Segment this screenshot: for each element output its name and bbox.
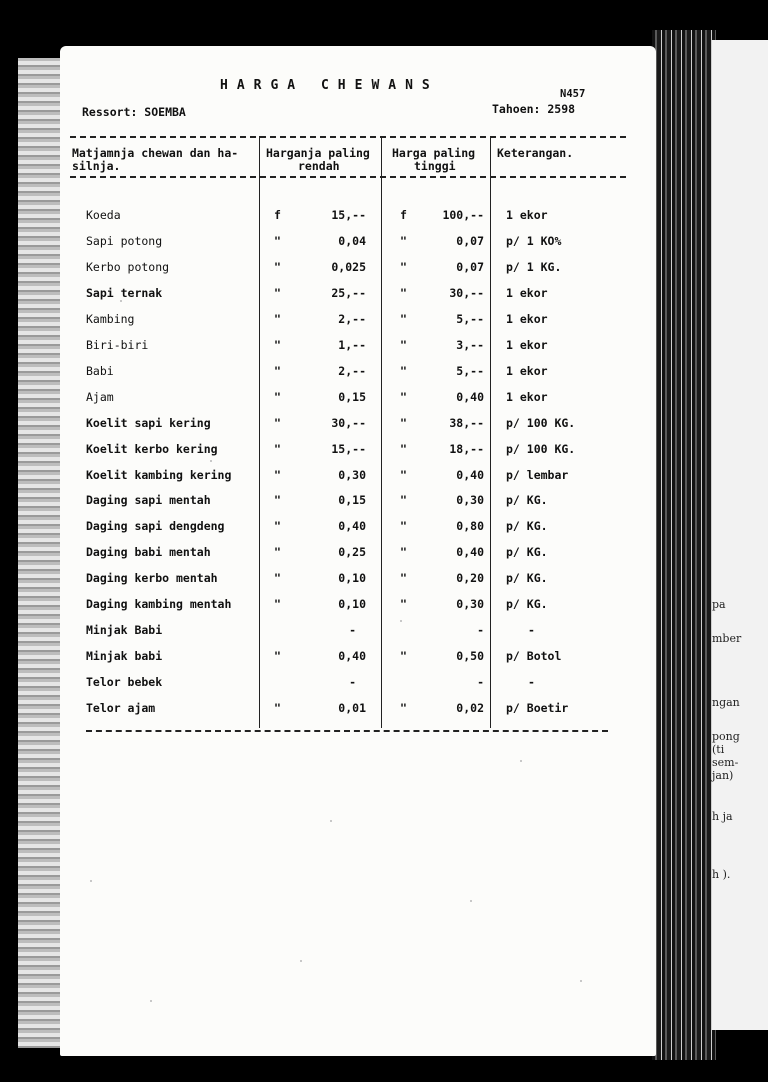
ditto-mark: " (274, 234, 281, 248)
row-high-price: - (477, 623, 484, 637)
facing-text: h ). (712, 868, 731, 881)
year-label: Tahoen: 2598 (492, 102, 576, 116)
row-high-price: 0,80 (456, 519, 484, 533)
row-note: 1 ekor (506, 364, 548, 378)
row-high-price: 0,30 (456, 493, 484, 507)
row-low-price: 0,10 (338, 597, 366, 611)
ditto-mark: " (274, 390, 281, 404)
row-note: p/ KG. (506, 545, 548, 559)
table-top-rule (70, 136, 626, 138)
row-item-label: Kambing (86, 312, 135, 326)
row-item-label: Daging babi mentah (86, 545, 211, 559)
row-item-label: Telor ajam (86, 701, 156, 715)
facing-text: pong (712, 730, 740, 743)
row-low-price: 1,-- (338, 338, 366, 352)
row-high-price: 0,50 (456, 649, 484, 663)
row-note: p/ Botol (506, 649, 562, 663)
row-note: p/ 1 KO% (506, 234, 562, 248)
facing-text: h ja (712, 810, 733, 823)
ditto-mark: " (274, 493, 281, 507)
row-low-price: 0,01 (338, 701, 366, 715)
row-high-price: 0,30 (456, 597, 484, 611)
row-item-label: Koelit kambing kering (86, 468, 232, 482)
facing-text: ngan (712, 696, 740, 709)
row-high-price: 0,07 (456, 234, 484, 248)
row-high-price: 0,40 (456, 545, 484, 559)
row-high-price: 5,-- (456, 312, 484, 326)
paper-speck (210, 460, 212, 462)
row-high-price: 18,-- (449, 442, 484, 456)
left-page-edge (18, 58, 60, 1048)
row-note: - (528, 623, 535, 637)
row-note: p/ KG. (506, 493, 548, 507)
row-item-label: Daging sapi dengdeng (86, 519, 225, 533)
column-header-note: Keterangan. (497, 146, 574, 160)
ditto-mark: " (400, 519, 407, 533)
row-item-label: Biri-biri (86, 338, 149, 352)
row-high-price: 0,40 (456, 468, 484, 482)
column-divider (381, 136, 382, 728)
paper-speck (150, 1000, 152, 1002)
row-note: 1 ekor (506, 312, 548, 326)
ditto-mark: " (400, 312, 407, 326)
row-high-price: 30,-- (449, 286, 484, 300)
row-item-label: Daging kambing mentah (86, 597, 232, 611)
facing-text: jan) (712, 769, 734, 782)
row-low-price: - (349, 623, 356, 637)
column-divider (490, 136, 491, 728)
row-high-price: 100,-- (442, 208, 484, 222)
paper-speck (120, 300, 122, 302)
row-note: p/ 100 KG. (506, 442, 576, 456)
row-note: 1 ekor (506, 208, 548, 222)
ditto-mark: " (274, 519, 281, 533)
column-header-item: silnja. (72, 159, 121, 173)
row-item-label: Daging kerbo mentah (86, 571, 218, 585)
ditto-mark: " (274, 442, 281, 456)
ditto-mark: " (274, 701, 281, 715)
ditto-mark: " (400, 260, 407, 274)
row-item-label: Kerbo potong (86, 260, 170, 274)
ditto-mark: " (400, 416, 407, 430)
facing-text: mber (712, 632, 742, 645)
row-high-price: 0,02 (456, 701, 484, 715)
ditto-mark: " (274, 468, 281, 482)
ditto-mark: " (400, 701, 407, 715)
row-low-price: - (349, 675, 356, 689)
row-note: 1 ekor (506, 390, 548, 404)
row-item-label: Ajam (86, 390, 114, 404)
ditto-mark: " (274, 649, 281, 663)
row-low-price: 0,30 (338, 468, 366, 482)
currency-mark: f (400, 208, 407, 222)
paper-speck (520, 760, 522, 762)
ditto-mark: " (400, 493, 407, 507)
ditto-mark: " (274, 364, 281, 378)
ditto-mark: " (274, 338, 281, 352)
page-number: N457 (560, 88, 586, 100)
resort-label: Ressort: SOEMBA (82, 105, 186, 119)
ditto-mark: " (400, 597, 407, 611)
ditto-mark: " (400, 234, 407, 248)
row-note: p/ 100 KG. (506, 416, 576, 430)
facing-text: (ti (712, 743, 725, 756)
paper-speck (400, 620, 402, 622)
row-note: p/ KG. (506, 571, 548, 585)
ditto-mark: " (400, 545, 407, 559)
row-low-price: 0,025 (331, 260, 366, 274)
paper-speck (300, 960, 302, 962)
row-low-price: 2,-- (338, 364, 366, 378)
row-low-price: 0,40 (338, 649, 366, 663)
row-item-label: Koelit kerbo kering (86, 442, 218, 456)
ditto-mark: " (400, 571, 407, 585)
ditto-mark: " (274, 260, 281, 274)
row-high-price: 0,40 (456, 390, 484, 404)
header-bottom-rule (70, 176, 626, 178)
facing-text: sem- (712, 756, 739, 769)
table-bottom-rule (86, 730, 608, 732)
column-divider (259, 136, 260, 728)
column-header-high: tinggi (414, 159, 456, 173)
row-item-label: Sapi ternak (86, 286, 163, 300)
paper-speck (330, 820, 332, 822)
row-high-price: 0,07 (456, 260, 484, 274)
ditto-mark: " (400, 364, 407, 378)
facing-page (712, 40, 768, 1030)
row-note: p/ Boetir (506, 701, 569, 715)
row-high-price: 3,-- (456, 338, 484, 352)
currency-mark: f (274, 208, 281, 222)
page-title: HARGA CHEWANS (220, 78, 439, 93)
row-item-label: Daging sapi mentah (86, 493, 211, 507)
ditto-mark: " (274, 312, 281, 326)
row-note: 1 ekor (506, 286, 548, 300)
ditto-mark: " (400, 390, 407, 404)
row-item-label: Babi (86, 364, 114, 378)
facing-text: pa (712, 598, 726, 611)
ditto-mark: " (274, 416, 281, 430)
column-header-low: Harganja paling (266, 146, 370, 160)
column-header-low: rendah (298, 159, 340, 173)
row-item-label: Minjak babi (86, 649, 163, 663)
row-low-price: 0,40 (338, 519, 366, 533)
row-item-label: Koeda (86, 208, 121, 222)
row-low-price: 15,-- (331, 208, 366, 222)
column-header-high: Harga paling (392, 146, 476, 160)
row-low-price: 0,04 (338, 234, 366, 248)
paper-speck (470, 900, 472, 902)
row-item-label: Minjak Babi (86, 623, 163, 637)
ditto-mark: " (274, 571, 281, 585)
row-low-price: 30,-- (331, 416, 366, 430)
ditto-mark: " (400, 649, 407, 663)
row-item-label: Koelit sapi kering (86, 416, 211, 430)
ditto-mark: " (400, 442, 407, 456)
row-item-label: Telor bebek (86, 675, 163, 689)
row-high-price: 0,20 (456, 571, 484, 585)
paper-speck (580, 980, 582, 982)
ditto-mark: " (274, 545, 281, 559)
row-note: p/ 1 KG. (506, 260, 562, 274)
ditto-mark: " (400, 468, 407, 482)
row-item-label: Sapi potong (86, 234, 163, 248)
row-low-price: 15,-- (331, 442, 366, 456)
column-header-item: Matjamnja chewan dan ha- (72, 146, 239, 160)
ditto-mark: " (400, 286, 407, 300)
row-note: - (528, 675, 535, 689)
ditto-mark: " (274, 286, 281, 300)
row-low-price: 0,10 (338, 571, 366, 585)
paper-speck (90, 880, 92, 882)
row-low-price: 0,15 (338, 493, 366, 507)
row-low-price: 0,15 (338, 390, 366, 404)
row-note: 1 ekor (506, 338, 548, 352)
book-binding (652, 30, 716, 1060)
row-high-price: 38,-- (449, 416, 484, 430)
row-low-price: 25,-- (331, 286, 366, 300)
row-high-price: 5,-- (456, 364, 484, 378)
row-low-price: 0,25 (338, 545, 366, 559)
row-low-price: 2,-- (338, 312, 366, 326)
row-note: p/ KG. (506, 519, 548, 533)
row-note: p/ lembar (506, 468, 569, 482)
ditto-mark: " (274, 597, 281, 611)
row-high-price: - (477, 675, 484, 689)
ditto-mark: " (400, 338, 407, 352)
row-note: p/ KG. (506, 597, 548, 611)
